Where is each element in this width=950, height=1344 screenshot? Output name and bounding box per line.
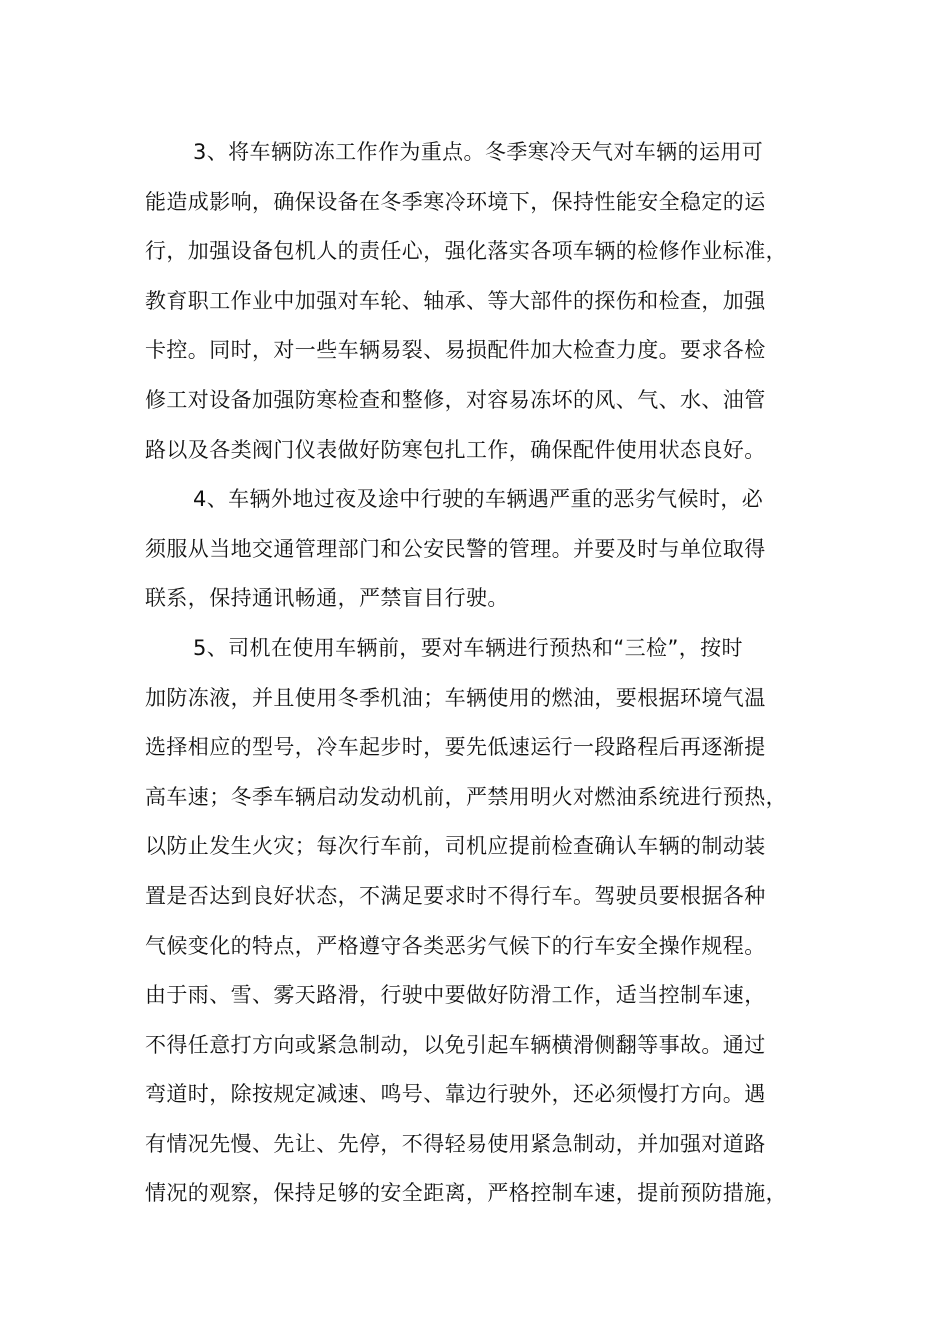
text-line: 有情况先慢、先让、先停，不得轻易使用紧急制动，并加强对道路 [145, 1131, 766, 1156]
text-line: 路以及各类阀门仪表做好防寒包扎工作，确保配件使用状态良好。 [145, 437, 766, 462]
text-line: 教育职工作业中加强对车轮、轴承、等大部件的探伤和检查，加强 [145, 288, 766, 313]
text-line: 须服从当地交通管理部门和公安民警的管理。并要及时与单位取得 [145, 536, 766, 561]
text-line: 卡控。同时，对一些车辆易裂、易损配件加大检查力度。要求各检 [145, 338, 766, 363]
text-line: 不得任意打方向或紧急制动，以免引起车辆横滑侧翻等事故。通过 [145, 1032, 766, 1057]
text-line: 能造成影响，确保设备在冬季寒冷环境下，保持性能安全稳定的运 [145, 189, 766, 214]
text-line: 5、司机在使用车辆前，要对车辆进行预热和“三检”，按时 [193, 635, 743, 660]
text-line: 气候变化的特点，严格遵守各类恶劣气候下的行车安全操作规程。 [145, 933, 766, 958]
text-line: 弯道时，除按规定减速、鸣号、靠边行驶外，还必须慢打方向。遇 [145, 1082, 766, 1107]
text-line: 以防止发生火灾；每次行车前，司机应提前检查确认车辆的制动装 [145, 834, 766, 859]
text-line: 加防冻液，并且使用冬季机油；车辆使用的燃油，要根据环境气温 [145, 685, 766, 710]
text-line: 置是否达到良好状态，不满足要求时不得行车。驾驶员要根据各种 [145, 883, 766, 908]
text-line: 3、将车辆防冻工作作为重点。冬季寒冷天气对车辆的运用可 [193, 140, 764, 164]
paragraph-4 [145, 475, 810, 624]
paragraph-5 [145, 624, 810, 1219]
text-line: 联系，保持通讯畅通，严禁盲目行驶。 [145, 586, 509, 611]
paragraph-3 [145, 128, 810, 475]
text-line: 由于雨、雪、雾天路滑，行驶中要做好防滑工作，适当控制车速， [145, 983, 766, 1008]
text-line: 情况的观察，保持足够的安全距离，严格控制车速，提前预防措施， [145, 1181, 787, 1206]
text-line: 高车速；冬季车辆启动发动机前，严禁用明火对燃油系统进行预热， [145, 784, 787, 809]
text-line: 4、车辆外地过夜及途中行驶的车辆遇严重的恶劣气候时，必 [193, 487, 764, 512]
text-line: 行，加强设备包机人的责任心，强化落实各项车辆的检修作业标准， [145, 239, 787, 264]
text-line: 选择相应的型号，冷车起步时，要先低速运行一段路程后再逐渐提 [145, 735, 766, 760]
document-body [145, 128, 810, 1219]
text-line: 修工对设备加强防寒检查和整修，对容易冻坏的风、气、水、油管 [145, 387, 766, 412]
